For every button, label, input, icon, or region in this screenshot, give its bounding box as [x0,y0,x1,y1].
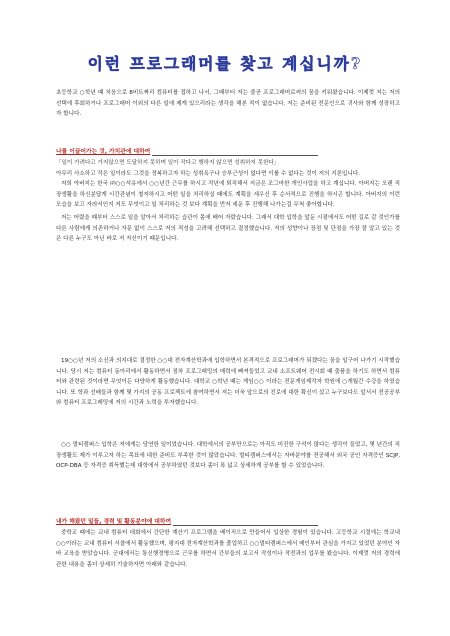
section-values-body [56,158,400,245]
section-values-paragraph: 저희 아버지는 한국 ㈜○○석유에서 ○○년간 근무를 하시고 작년에 퇴직해서 지금은 조그마한 개인사업을 하고 계십니다. 아버지는 오랜 직장생활을 하신분답게 시간관념이 철저하시고 어떤 일을 처리하실 때에도 계획을 세우신 후 순서적으로 진행을 하시곤 합니다. 아버지의 이런 모습을 보고 자라서인지 저도 무엇이고 일 처리하는 것 보다 계획을 먼저 세운 후 진행해 나가는걸 무척 좋아합니다. [56,181,400,209]
section-career-body [56,528,400,570]
intro-block [56,88,400,120]
section-values-paragraph: ○○ 멀티캠퍼스 입학은 저에게는 당연한 일이었습니다. 대학에서의 공부만으로는 아직도 미진한 구석이 많다는 생각이 들었고, 몇 년간의 직장생활도 제가 이루고자 하는 목표에 대한 준비도 부족한 것이 많았습니다. 멀티캠퍼스에서는 자바분야를 전공해서 외국 공인 자격증인 SCJP, OCP-DBA 등 자격증 취득했는데 대학에서 공부하였던 것보다 좀더 폭 넓고 상세하게 공부를 할 수 있었습니다. [56,442,400,470]
intro-paragraph: 초등학교 ○학년 때 처음으로 8비트짜리 컴퓨터를 접하고 나서, 그때부터 저는 줄곧 프로그래머로써의 꿈을 키워왔습니다. 이제껏 저는 저의 선택에 후회하거나 프로그래머 이외의 다른 일에 제게 있으리라는 생각을 해본 적이 없습니다. 저는 준비된 전문인으로 귀사와 함께 성장하고자 합니다. [56,90,400,118]
section-heading-values: 나를 이끌어가는 것, 가치관에 대하여 [56,146,152,158]
section-values-paragraph: 「일이 가려다고 가지않으면 도달하지 못하며 일이 작다고 행하지 않으면 성취하지 못한다」 [56,160,280,166]
section-values-body-2 [56,356,400,409]
section-heading-row-career [56,516,318,528]
section-values-paragraph: 19○○년 저의 소신과 의지대로 결정한 ○○대 전자계산학과에 입학하면서 본격적으로 프로그래머가 되겠다는 꿈을 일구어 나가기 시작했습니다. 당시 저는 컴퓨터 동아리에서 활동하면서 점차 프로그래밍의 매력에 빠져들었고 교내 소프트웨어 전시회 때 출품을 하기도 하면서 컴퓨터와 관련된 것이라면 무엇이든 다양하게 활동했습니다. 대학교 ○학년 때는 게임○○ 이라는 전문게임제작자 학원에 ○개월간 수강을 하였습니다. 또 학과 선배들과 함께 몇 가지의 공동 프로젝트에 참여하면서 저는 더욱 앞으로의 진로에 대한 확신이 섰고 누구보다도 앞서서 전공공부와 컴퓨터 프로그래밍에 저의 시간과 노력을 투자했습니다. [56,358,400,407]
section-heading-career: 내가 해왔던 일들, 경력 및 활동분야에 대하여 [56,516,173,528]
section-values-paragraph: 저는 어렸을 때부터 스스로 일을 알아서 처리하는 습관이 몸에 배어 자랐습니다. 그래서 대학 입학을 앞둔 시점에서도 어떤 길로 갈 것인가를 다른 사람에게 의존하거나 자문 없이 스스로 저의 적성을 고려해 선택하고 결정했습니다. 저의 성향이나 장점 및 단점을 가장 잘 알고 있는 것은 다른 누구도 아닌 바로 저 자신이기 때문입니다. [56,214,400,243]
section-career-paragraph: 중학교 때에는 교내 컴퓨터 대회에서 간단한 계산기 프로그램을 베이직으로 만들어서 입상한 경험이 있습니다. 고등학교 시절에는 학교내 ○○이라는 교내 컴퓨터 서클에서 활동했으며, 평지대 전자계산학과를 졸업하고 ○○멀티캠퍼스에서 메인부터 관심을 가지고 있었던 분야인 자바 교육을 받았습니다. 군대에서는 통신행정병으로 근무를 하면서 간부들의 보고서 작성이나 작전과의 업무를 봤습니다. 이제껏 저의 경력에 관한 내용을 좀더 상세히 기술하자면 아래와 같습니다. [56,530,400,568]
section-values-paragraph: 아무리 사소하고 작은 일이라도 그것을 정복하고자 하는 성취욕구나 승부근성이 없다면 이룰 수 없다는 것이 저의 지론입니다. [56,170,361,177]
document-title: 이런 프로그래머를 찾고 계십니까? [87,54,363,73]
section-values-body-3 [56,440,400,472]
section-heading-row-values [56,146,318,158]
